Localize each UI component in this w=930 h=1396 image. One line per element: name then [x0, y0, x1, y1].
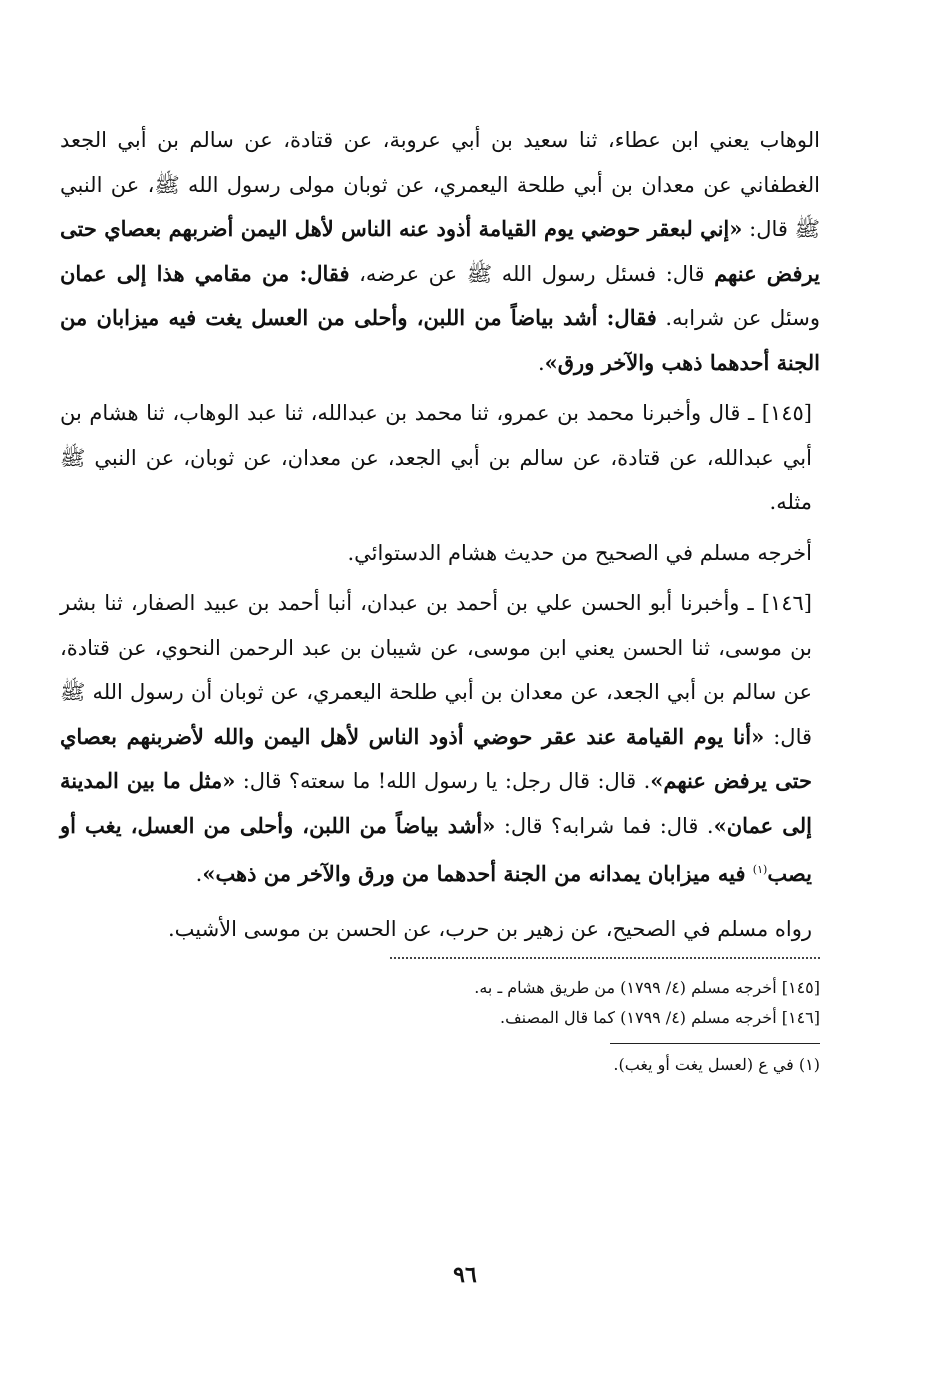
- matn-text: «إني لبعقر حوضي يوم القيامة أذود عنه الناس لأهل اليمن أضربهم بعصاي حتى يرفض عنهم: [60, 216, 821, 286]
- note-line: [١٤٦] أخرجه مسلم (٤/ ١٧٩٩) كما قال المصنف.: [500, 1008, 820, 1027]
- isnad-text: الوهاب يعني ابن عطاء، ثنا سعيد بن أبي عروبة، عن قتادة، عن سالم بن أبي الجعد الغطفاني عن معدان بن أبي طلحة اليعمري، عن ثوبان مولى رسول الله ﷺ، عن النبي ﷺ قال:: [60, 128, 820, 241]
- matn-text: فيه ميزابان يمدانه من الجنة أحدهما من ورق والآخر من ذهب»: [202, 861, 753, 886]
- note-line: [١٤٥] أخرجه مسلم (٤/ ١٧٩٩) من طريق هشام ـ به.: [474, 978, 820, 997]
- editor-notes: [60, 973, 820, 1033]
- narration-text: . قال: فما شرابه؟ قال:: [495, 813, 714, 838]
- punctuation: .: [195, 862, 203, 886]
- matn-text: «أنا يوم القيامة عند عقر حوضي أذود الناس لأهل اليمن والله لأضربنهم بعصاي حتى يرفض عنهم»: [60, 723, 812, 793]
- isnad-text: [١٤٥] ـ قال وأخبرنا محمد بن عمرو، ثنا محمد بن عبدالله، ثنا عبد الوهاب، ثنا هشام بن أبي عبدالله، عن قتادة، عن سالم بن أبي الجعد، عن معدان، عن ثوبان، عن النبي ﷺ مثله.: [60, 401, 812, 514]
- page-body: [60, 118, 820, 1080]
- punctuation: .: [537, 350, 545, 375]
- takhrij-paragraph: [60, 531, 820, 576]
- hadith-paragraph-145: [60, 391, 820, 525]
- matn-text: «مثل ما بين المدينة إلى عمان»: [60, 768, 812, 838]
- hadith-paragraph-146: [60, 581, 820, 897]
- isnad-text: [١٤٦] ـ وأخبرنا أبو الحسن علي بن أحمد بن عبدان، أنبا أحمد بن عبيد الصفار، ثنا بشر بن موسى، ثنا الحسن يعني ابن موسى، عن شيبان بن عبد الرحمن النحوي، عن قتادة، عن سالم بن أبي الجعد، عن معدان بن أبي طلحة اليعمري، عن ثوبان أن رسول الله ﷺ قال:: [60, 591, 813, 749]
- footnote-line: (١) في ع (لعسل يغت أو يغب).: [613, 1055, 820, 1074]
- footnotes: [60, 1050, 820, 1080]
- footnote-divider: [610, 1043, 820, 1044]
- narration-text: . قال: قال رجل: يا رسول الله! ما سعته؟ قال:: [235, 769, 651, 793]
- hadith-paragraph-1: [60, 118, 820, 385]
- matn-text: فقال: من مقامي هذا إلى عمان: [60, 260, 350, 286]
- matn-text: «أشد بياضاً من اللبن، وأحلى من العسل، يغب أو يصب: [60, 812, 812, 886]
- riwaya-text: رواه مسلم في الصحيح، عن زهير بن حرب، عن الحسن بن موسى الأشيب.: [167, 916, 812, 941]
- narration-text: وسئل عن شرابه.: [656, 306, 820, 330]
- takhrij-text: أخرجه مسلم في الصحيح من حديث هشام الدستوائي.: [347, 540, 812, 565]
- riwaya-paragraph: [60, 907, 820, 952]
- narration-text: قال: فسئل رسول الله ﷺ عن عرضه،: [349, 261, 715, 286]
- page-number: ٩٦: [453, 1262, 477, 1288]
- matn-text: فقال: أشد بياضاً من اللبن، وأحلى من العسل يغت فيه ميزابان من الجنة أحدهما ذهب والآخر ورق»: [60, 305, 820, 375]
- notes-divider: [390, 957, 820, 959]
- footnote-marker: (١): [752, 863, 768, 876]
